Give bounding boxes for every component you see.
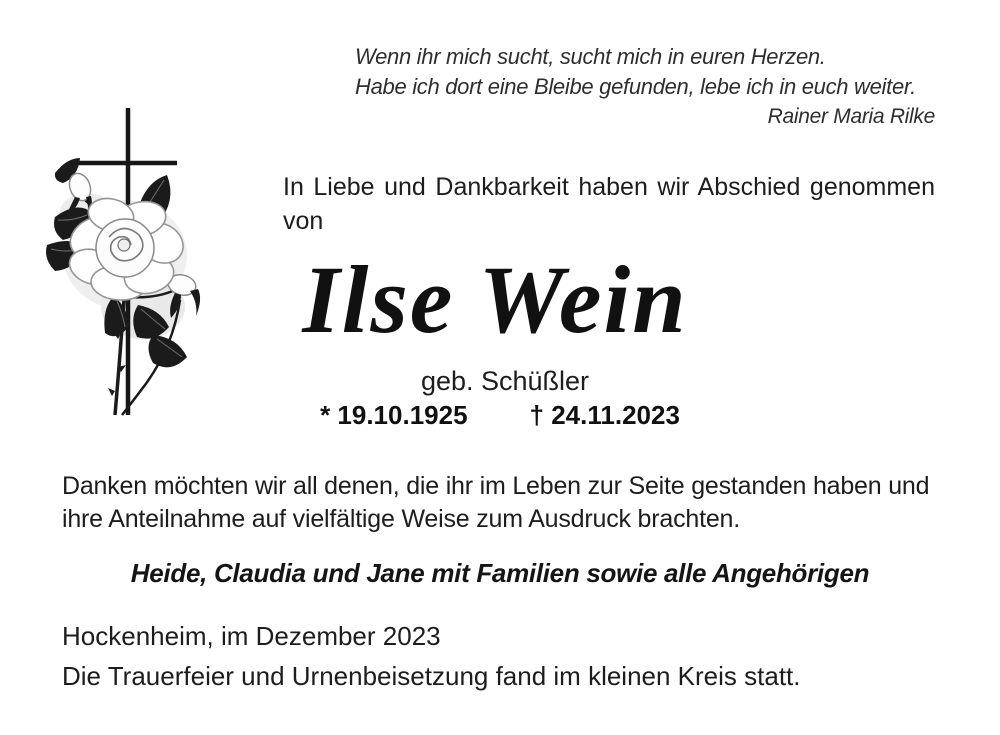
deceased-name: Ilse Wein	[302, 246, 688, 353]
thanks-line-2: ihre Anteilnahme auf vielfältige Weise zum Ausdruck brachten.	[62, 505, 740, 533]
intro-paragraph	[283, 170, 935, 238]
thanks-line-1: Danken möchten wir all denen, die ihr im Leben zur Seite gestanden haben und	[62, 472, 930, 500]
birth-date: * 19.10.1925	[320, 400, 468, 430]
mourners-line: Heide, Claudia und Jane mit Familien sowie alle Angehörigen	[130, 558, 870, 588]
intro-line-1: In Liebe und Dankbarkeit haben wir Abschied genommen	[283, 173, 935, 201]
memorial-quote	[355, 42, 935, 132]
maiden-name: geb. Schüßler	[420, 366, 590, 396]
place-date-line: Hockenheim, im Dezember 2023	[62, 621, 441, 651]
quote-line-2: Habe ich dort eine Bleibe gefunden, lebe ich in euch weiter.	[355, 74, 916, 99]
thanks-paragraph	[62, 470, 946, 536]
death-date: † 24.11.2023	[529, 400, 680, 430]
quote-line-1: Wenn ihr mich sucht, sucht mich in euren Herzen.	[355, 44, 826, 69]
quote-attribution: Rainer Maria Rilke	[767, 105, 935, 128]
life-dates	[0, 400, 1000, 431]
closing-line: Die Trauerfeier und Urnenbeisetzung fand im kleinen Kreis statt.	[62, 661, 801, 691]
intro-line-2: von	[283, 207, 324, 235]
